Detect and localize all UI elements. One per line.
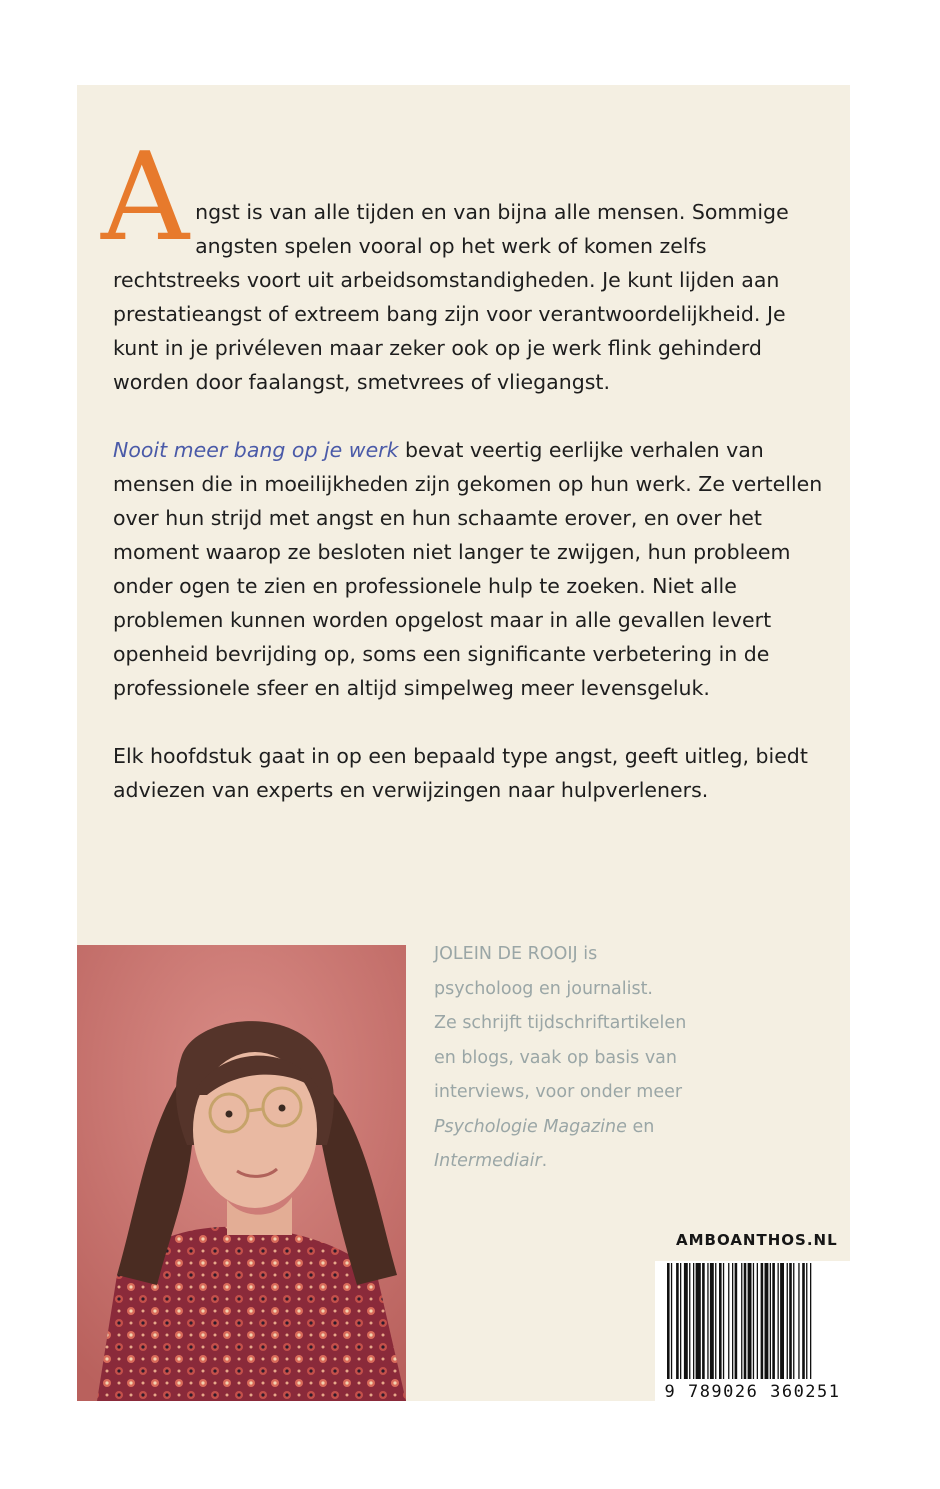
publisher-url: AMBOANTHOS.NL [676,1231,838,1249]
barcode-bar [806,1263,807,1379]
barcode-bar [787,1263,788,1379]
isbn-number: 9 789026 360251 [664,1382,841,1401]
barcode-bar [810,1263,811,1379]
barcode-bar [761,1263,764,1379]
barcode-bar [770,1263,771,1379]
author-bio [434,937,724,1179]
blurb-text [101,126,833,841]
barcode-bar [741,1263,742,1379]
bio-line: Psychologie Magazine en [434,1116,655,1137]
barcode-bar [707,1263,708,1379]
barcode-bar [696,1263,701,1379]
book-title: Nooit meer bang op je werk [113,438,399,462]
book-back-cover [77,85,850,1401]
bio-line: en blogs, vaak op basis van [434,1047,677,1068]
barcode-bar [780,1263,784,1379]
barcode-bar [702,1263,705,1379]
barcode-bar [684,1263,688,1379]
barcode-bar [778,1263,779,1379]
bio-line: psycholoog en journalist. [434,978,653,999]
bio-line: JOLEIN DE ROOIJ is [434,944,598,964]
barcode-bar [793,1263,794,1379]
barcode-bar [772,1263,775,1379]
barcode-bar [667,1263,670,1379]
bio-line: Ze schrijft tijdschriftartikelen [434,1013,687,1033]
magazine-name: Psychologie Magazine [434,1116,627,1137]
barcode-bar [748,1263,752,1379]
barcode-bar [789,1263,792,1379]
barcode-bar [693,1263,694,1379]
barcode-bar [715,1263,716,1379]
barcode-bar [744,1263,747,1379]
magazine-name: Intermediair [434,1151,542,1171]
barcode-bar [680,1263,681,1379]
bio-line: interviews, voor onder meer [434,1082,683,1102]
blurb-paragraph-3: Elk hoofdstuk gaat in op een bepaald type angst, geeft uitleg, biedt adviezen van experts en verwijzingen naar hulpverleners. [113,744,808,802]
barcode-bar [757,1263,758,1379]
barcode-bar [802,1263,805,1379]
barcode-bar [798,1263,799,1379]
author-photo [77,945,406,1401]
barcode-bar [676,1263,679,1379]
barcode-bar [723,1263,724,1379]
bio-line: Intermediair. [434,1151,548,1171]
barcode-bar [719,1263,722,1379]
barcode-bar [765,1263,769,1379]
barcode-bar [735,1263,738,1379]
barcode-bar [753,1263,754,1379]
barcode-bar [710,1263,714,1379]
blurb-paragraph-1: Angst is van alle tijden en van bijna alle mensen. Sommige angsten spelen vooral op het werk of komen zelfs rechtstreeks voort uit arbeidsomstandigheden. Je kunt lijden aan prestatieangst of extreem bang zijn voor verantwoordelijkheid. Je kunt in je privéleven maar zeker ook op je werk flink gehinderd worden door faalangst, smetvrees of vliegangst. [101,126,789,394]
drop-cap: A [101,126,190,268]
barcode-bar [689,1263,690,1379]
barcode-bar [728,1263,729,1379]
barcode-bar [732,1263,733,1379]
blurb-paragraph-2: Nooit meer bang op je werk bevat veertig eerlijke verhalen van mensen die in moeilijkheden zijn gekomen op hun werk. Ze vertellen over hun strijd met angst en hun schaamte erover, en over het moment waarop ze besloten niet langer te zwijgen, hun probleem onder ogen te zien en professionele hulp te zoeken. Niet alle problemen kunnen worden opgelost maar in alle gevallen levert openheid bevrijding op, soms een significante verbetering in de professionele sfeer en altijd simpelweg meer levensgeluk. [113,438,823,700]
barcode-bar [671,1263,672,1379]
isbn-barcode [655,1261,850,1401]
